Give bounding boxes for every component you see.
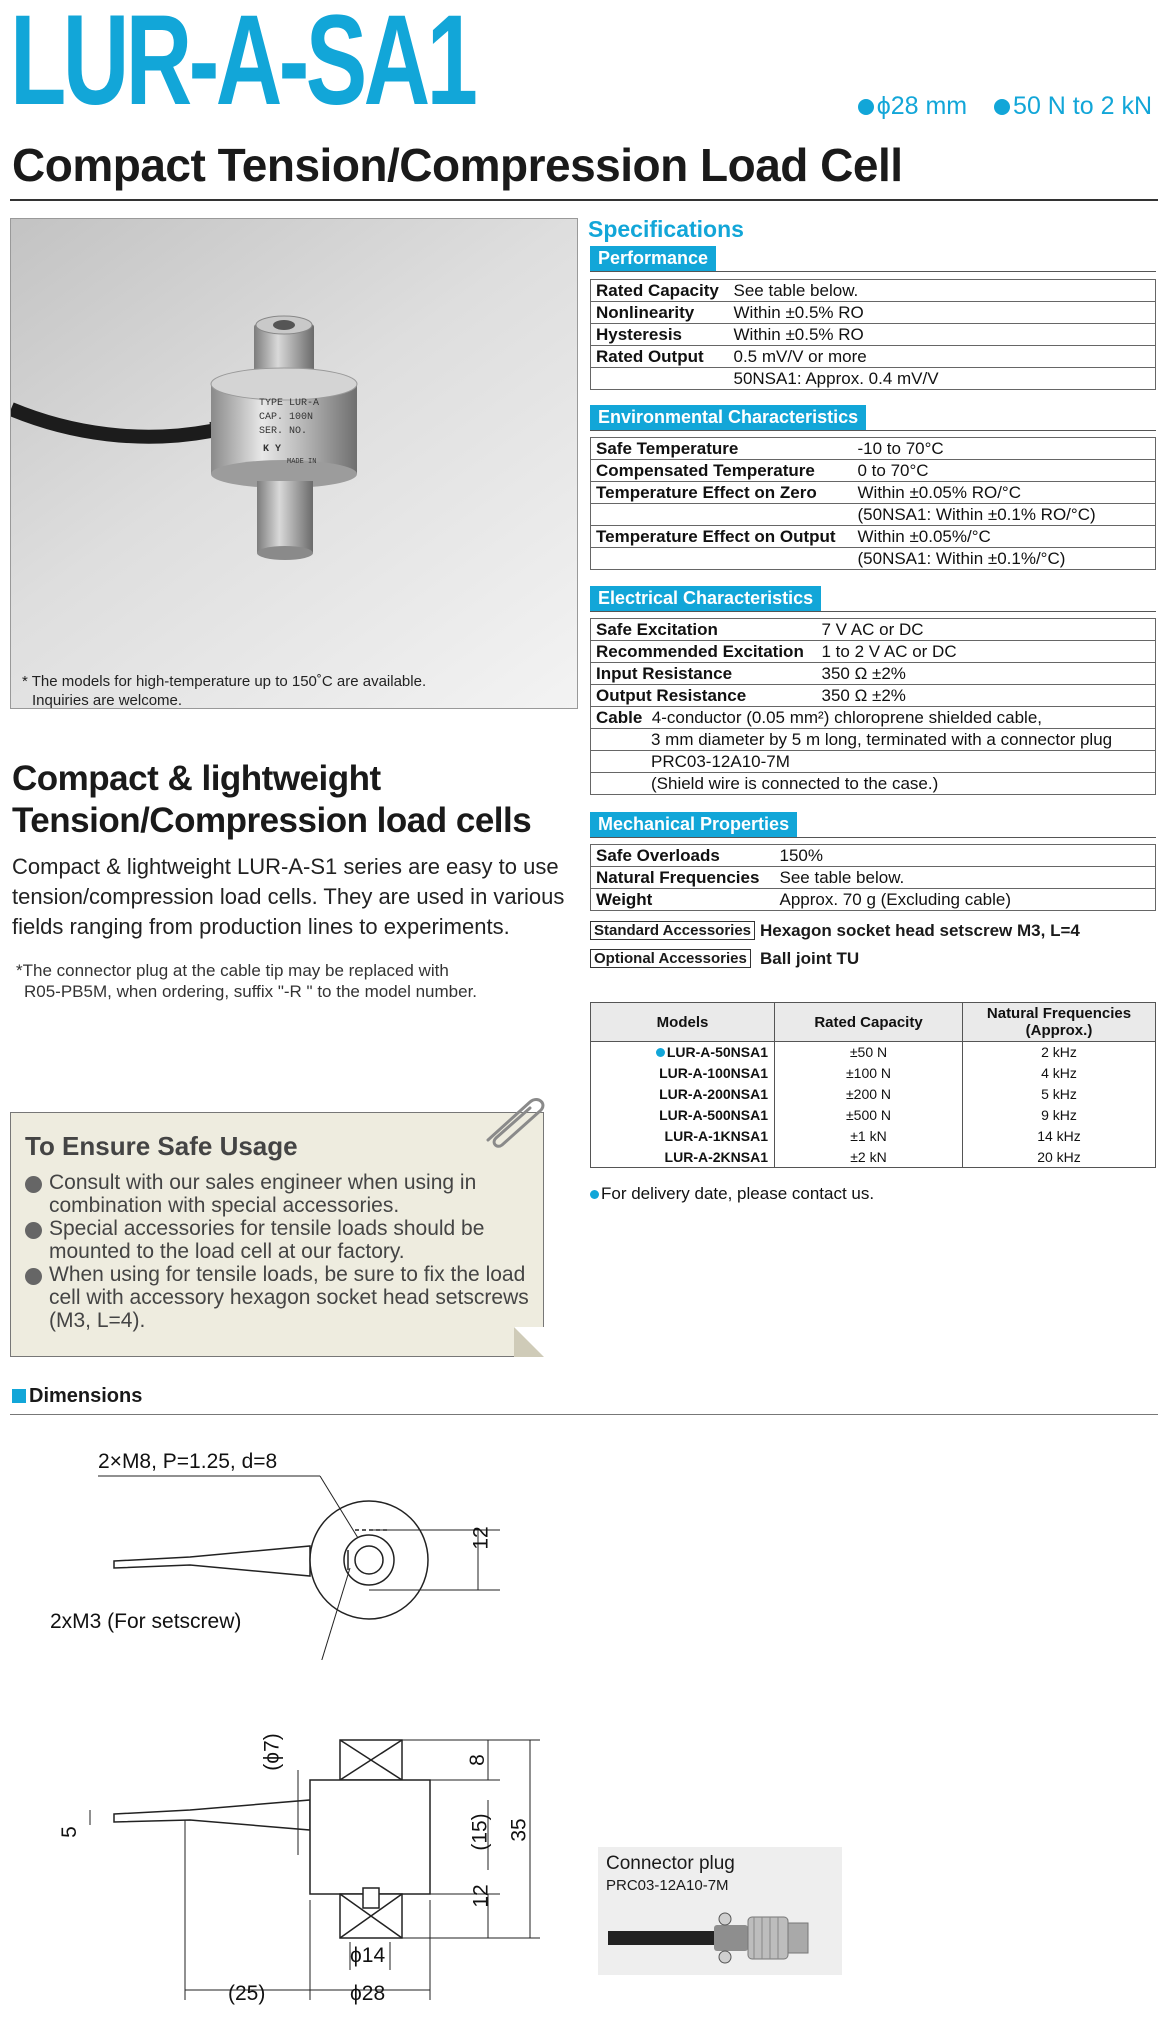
spec-value: See table below. (729, 280, 1156, 302)
spec-value: Within ±0.05% RO/°C (853, 482, 1156, 504)
safe-usage-item: Special accessories for tensile loads should be mounted to the load cell at our factory. (25, 1217, 535, 1263)
environmental-table (590, 437, 1156, 570)
bullet-icon (858, 99, 874, 115)
spec-key: Nonlinearity (591, 302, 729, 324)
section-marker-icon (12, 1389, 26, 1403)
bullet-icon (590, 1190, 599, 1199)
load-cell-illustration (11, 219, 578, 709)
standard-accessories-value: Hexagon socket head setscrew M3, L=4 (760, 921, 1080, 940)
safe-usage-title: To Ensure Safe Usage (25, 1131, 298, 1161)
optional-accessories-label: Optional Accessories (590, 949, 751, 968)
electrical-table (590, 618, 1156, 795)
frequency-cell: 14 kHz (963, 1126, 1156, 1147)
electrical-label: Electrical Characteristics (590, 586, 821, 611)
svg-text:K Y: K Y (263, 444, 282, 455)
safe-usage-list (25, 1171, 535, 1332)
dim-25: (25) (228, 1982, 266, 2005)
svg-text:CAP. 100N: CAP. 100N (259, 412, 314, 423)
column-header: Natural Frequencies (Approx.) (963, 1003, 1156, 1042)
spec-value: 0.5 mV/V or more (729, 346, 1156, 368)
svg-text:SER. NO.: SER. NO. (259, 426, 308, 437)
capacity-cell: ±200 N (775, 1084, 963, 1105)
spec-key: Input Resistance (591, 663, 817, 685)
bullet-icon (994, 99, 1010, 115)
spec-key: Weight (591, 889, 775, 911)
section-rule (590, 271, 1156, 272)
frequency-cell: 20 kHz (963, 1147, 1156, 1168)
model-cell: LUR-A-100NSA1 (591, 1063, 775, 1084)
frequency-cell: 9 kHz (963, 1105, 1156, 1126)
dim-15: (15) (468, 1813, 492, 1851)
svg-text:TYPE LUR-A: TYPE LUR-A (259, 398, 320, 409)
capacity-cell: ±1 kN (775, 1126, 963, 1147)
spec-value: PRC03-12A10-7M (591, 751, 1156, 773)
spec-value: (Shield wire is connected to the case.) (591, 773, 1156, 795)
dim-5: 5 (57, 1826, 81, 1838)
model-cell: LUR-A-500NSA1 (591, 1105, 775, 1126)
standard-accessories-label: Standard Accessories (590, 921, 755, 940)
cable-row: Cable 4-conductor (0.05 mm²) chloroprene shielded cable, (591, 707, 1156, 729)
dim-12-top: 12 (469, 1526, 493, 1550)
spec-value: 7 V AC or DC (817, 619, 1156, 641)
performance-table (590, 279, 1156, 390)
safe-usage-item: Consult with our sales engineer when using in combination with special accessories. (25, 1171, 535, 1217)
svg-text:MADE IN: MADE IN (287, 458, 317, 466)
capacity-cell: ±50 N (775, 1042, 963, 1063)
spec-value: -10 to 70°C (853, 438, 1156, 460)
spec-key: Output Resistance (591, 685, 817, 707)
spec-value: (50NSA1: Within ±0.1% RO/°C) (853, 504, 1156, 526)
diameter-tag: ϕ28 mm (858, 92, 967, 120)
frequency-cell: 2 kHz (963, 1042, 1156, 1063)
spec-key: Natural Frequencies (591, 867, 775, 889)
paperclip-icon (478, 1092, 548, 1148)
mechanical-table (590, 844, 1156, 911)
dim-35: 35 (507, 1818, 531, 1842)
connector-plug-box (598, 1847, 842, 1975)
dim-8: 8 (465, 1754, 489, 1766)
dim-12-side: 12 (469, 1884, 493, 1908)
frequency-cell: 4 kHz (963, 1063, 1156, 1084)
specifications-title: Specifications (588, 216, 744, 242)
spec-value: See table below. (775, 867, 1156, 889)
spec-key: Safe Temperature (591, 438, 853, 460)
header-rule (10, 199, 1158, 201)
table-row (591, 1147, 1156, 1168)
dim-phi28: ϕ28 (350, 1982, 386, 2005)
spec-value: 350 Ω ±2% (817, 685, 1156, 707)
table-row (591, 1084, 1156, 1105)
dimensions-title: Dimensions (12, 1385, 142, 1408)
page-subtitle: Compact Tension/Compression Load Cell (12, 139, 903, 191)
spec-value: 150% (775, 845, 1156, 867)
dim-phi7: (ϕ7) (260, 1733, 284, 1771)
photo-note: * The models for high-temperature up to 150˚C are available. Inquiries are welcome. (22, 673, 427, 709)
connector-code: PRC03-12A10-7M (606, 1877, 729, 1894)
safe-usage-item: When using for tensile loads, be sure to fix the load cell with accessory hexagon socket head setscrews (M3, L=4). (25, 1263, 535, 1332)
table-row (591, 1063, 1156, 1084)
spec-key (591, 368, 729, 390)
spec-key: Hysteresis (591, 324, 729, 346)
section-rule (590, 837, 1156, 838)
bottom-hex-stud (257, 481, 313, 553)
product-photo (10, 218, 578, 709)
delivery-note: For delivery date, please contact us. (590, 1184, 874, 1204)
table-row (591, 1042, 1156, 1063)
spec-value: Approx. 70 g (Excluding cable) (775, 889, 1156, 911)
column-header: Rated Capacity (775, 1003, 963, 1042)
spec-key: Temperature Effect on Zero (591, 482, 853, 504)
spec-value: 50NSA1: Approx. 0.4 mV/V (729, 368, 1156, 390)
dimensions-rule (10, 1414, 1158, 1415)
column-header: Models (591, 1003, 775, 1042)
connector-title: Connector plug (606, 1853, 735, 1874)
spec-key (591, 548, 853, 570)
environmental-label: Environmental Characteristics (590, 405, 866, 430)
spec-value: 3 mm diameter by 5 m long, terminated with a connector plug (591, 729, 1156, 751)
spec-key: Temperature Effect on Output (591, 526, 853, 548)
table-row (591, 1105, 1156, 1126)
connector-plug-image (598, 1899, 842, 1975)
section-rule (590, 611, 1156, 612)
intro-description: Compact & lightweight LUR-A-S1 series are easy to use tension/compression load cells. They are used in various fields ranging from production lines to experiments. (12, 854, 565, 939)
models-table-header (591, 1003, 1156, 1042)
bullet-icon (656, 1048, 665, 1057)
frequency-cell: 5 kHz (963, 1084, 1156, 1105)
spec-value: Within ±0.05%/°C (853, 526, 1156, 548)
spec-key: Compensated Temperature (591, 460, 853, 482)
model-cell: LUR-A-200NSA1 (591, 1084, 775, 1105)
models-table (590, 1002, 1156, 1168)
thread-setscrew-label: 2xM3 (For setscrew) (50, 1610, 242, 1633)
model-cell: LUR-A-1KNSA1 (591, 1126, 775, 1147)
safe-usage-box (10, 1112, 544, 1357)
dim-phi14: ϕ14 (350, 1944, 386, 1967)
performance-label: Performance (590, 246, 716, 271)
spec-value: 350 Ω ±2% (817, 663, 1156, 685)
spec-value: 1 to 2 V AC or DC (817, 641, 1156, 663)
spec-key: Rated Capacity (591, 280, 729, 302)
spec-value: 0 to 70°C (853, 460, 1156, 482)
spec-key (591, 504, 853, 526)
page-fold-corner (514, 1327, 544, 1357)
capacity-cell: ±100 N (775, 1063, 963, 1084)
table-row (591, 1126, 1156, 1147)
thread-main-label: 2×M8, P=1.25, d=8 (98, 1450, 278, 1473)
intro-headline: Compact & lightweight Tension/Compression load cells (12, 759, 532, 840)
model-title: LUR-A-SA1 (10, 0, 475, 132)
optional-accessories-value: Ball joint TU (760, 949, 860, 968)
spec-tags (838, 92, 1152, 121)
model-cell: LUR-A-2KNSA1 (591, 1147, 775, 1168)
spec-key: Recommended Excitation (591, 641, 817, 663)
spec-value: (50NSA1: Within ±0.1%/°C) (853, 548, 1156, 570)
spec-key: Rated Output (591, 346, 729, 368)
capacity-cell: ±500 N (775, 1105, 963, 1126)
model-cell: LUR-A-50NSA1 (591, 1042, 775, 1063)
mechanical-label: Mechanical Properties (590, 812, 797, 837)
capacity-cell: ±2 kN (775, 1147, 963, 1168)
range-tag: 50 N to 2 kN (994, 92, 1152, 120)
spec-value: Within ±0.5% RO (729, 302, 1156, 324)
spec-value: Within ±0.5% RO (729, 324, 1156, 346)
connector-note: *The connector plug at the cable tip may be replaced with R05-PB5M, when ordering, suffix "-R " to the model number. (16, 961, 478, 1001)
spec-key: Safe Overloads (591, 845, 775, 867)
spec-key: Safe Excitation (591, 619, 817, 641)
section-rule (590, 430, 1156, 431)
